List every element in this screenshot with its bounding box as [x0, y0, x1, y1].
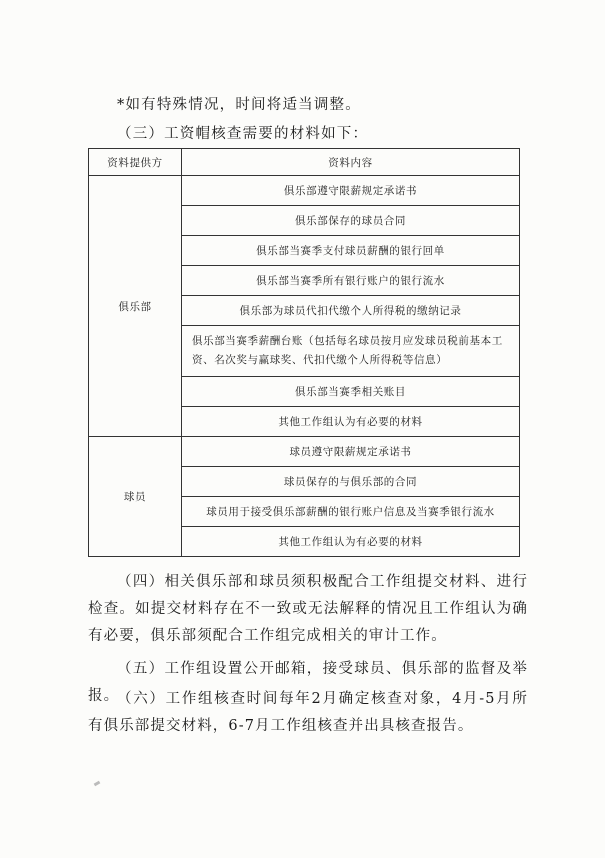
header-content: 资料内容: [182, 149, 520, 176]
table-header-row: [89, 149, 520, 176]
table-row: [89, 176, 520, 206]
provider-club: 俱乐部: [89, 176, 182, 437]
club-item: 其他工作组认为有必要的材料: [182, 407, 520, 437]
provider-player: 球员: [89, 437, 182, 557]
player-item: 其他工作组认为有必要的材料: [182, 527, 520, 557]
paragraph-6: （六）工作组核查时间每年2月确定核查对象，4月-5月所有俱乐部提交材料，6-7月工作组核查并出具核查报告。: [88, 691, 528, 734]
club-item: 俱乐部当赛季所有银行账户的银行流水: [182, 266, 520, 296]
club-item: 俱乐部当赛季支付球员薪酬的银行回单: [182, 236, 520, 266]
section-3-heading: （三）工资帽核查需要的材料如下：: [117, 126, 369, 142]
player-item: 球员保存的与俱乐部的合同: [182, 467, 520, 497]
club-item: 俱乐部为球员代扣代缴个人所得税的缴纳记录: [182, 296, 520, 326]
club-item: 俱乐部当赛季相关账目: [182, 377, 520, 407]
table-row: [89, 437, 520, 467]
paragraph-5: （五）工作组设置公开邮箱，接受球员、俱乐部的监督及举报。: [88, 661, 528, 704]
materials-table: [88, 148, 520, 557]
player-item: 球员遵守限薪规定承诺书: [182, 437, 520, 467]
player-item: 球员用于接受俱乐部薪酬的银行账户信息及当赛季银行流水: [182, 497, 520, 527]
club-item: 俱乐部遵守限薪规定承诺书: [182, 176, 520, 206]
paragraph-4: （四）相关俱乐部和球员须积极配合工作组提交材料、进行检查。如提交材料存在不一致或无法解释的情况且工作组认为确有必要，俱乐部须配合工作组完成相关的审计工作。: [88, 574, 528, 644]
scan-speck: [94, 781, 101, 787]
club-item: 俱乐部当赛季薪酬台账（包括每名球员按月应发球员税前基本工资、名次奖与赢球奖、代扣代缴个人所得税等信息）: [182, 326, 520, 377]
special-circumstances-note: *如有特殊情况，时间将适当调整。: [117, 97, 361, 113]
header-provider: 资料提供方: [89, 149, 182, 176]
club-item: 俱乐部保存的球员合同: [182, 206, 520, 236]
